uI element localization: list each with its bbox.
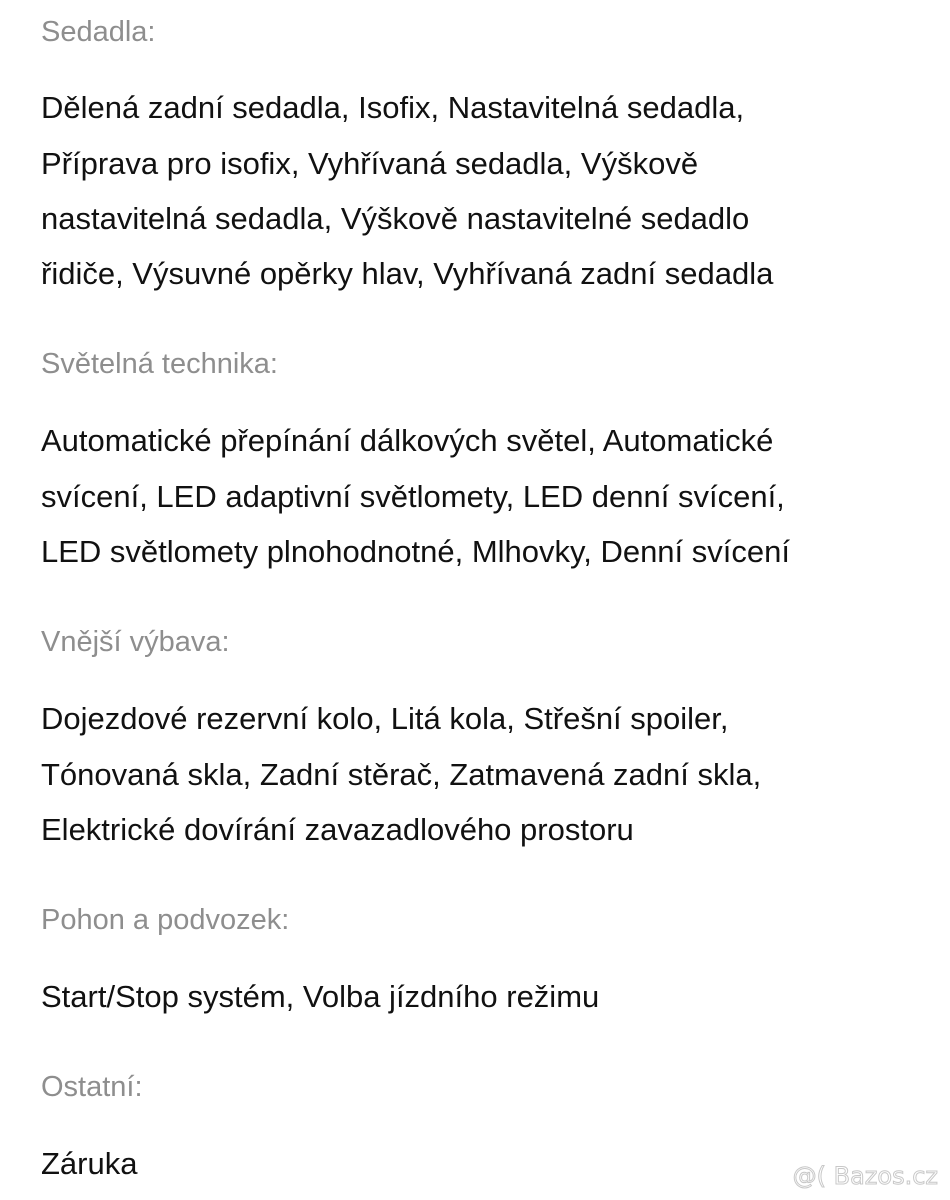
section-text-line: Start/Stop systém, Volba jízdního režimu (41, 979, 600, 1014)
section-text-line: řidiče, Výsuvné opěrky hlav, Vyhřívaná zadní sedadla (41, 256, 774, 291)
section-label-svetelna-technika: Světelná technika: (41, 348, 278, 380)
section-text-line: svícení, LED adaptivní světlomety, LED denní svícení, (41, 479, 785, 514)
section-label-vnejsi-vybava: Vnější výbava: (41, 626, 230, 658)
section-label-sedadla: Sedadla: (41, 16, 156, 48)
section-text-line: Elektrické dovírání zavazadlového prostoru (41, 812, 634, 847)
section-text-line: LED světlomety plnohodnotné, Mlhovky, Denní svícení (41, 534, 790, 569)
section-text-line: Záruka (41, 1146, 138, 1181)
section-text-line: Příprava pro isofix, Vyhřívaná sedadla, Výškově (41, 146, 699, 181)
section-label-ostatni: Ostatní: (41, 1071, 143, 1103)
section-text-line: Automatické přepínání dálkových světel, Automatické (41, 423, 774, 458)
section-text-line: Dojezdové rezervní kolo, Litá kola, Střešní spoiler, (41, 701, 729, 736)
section-text-line: Tónovaná skla, Zadní stěrač, Zatmavená zadní skla, (41, 757, 762, 792)
section-text-line: nastavitelná sedadla, Výškově nastavitelné sedadlo (41, 201, 750, 236)
bazos-watermark: @( Bazos.cz (792, 1162, 938, 1190)
section-label-pohon-a-podvozek: Pohon a podvozek: (41, 904, 290, 936)
section-text-line: Dělená zadní sedadla, Isofix, Nastavitelná sedadla, (41, 90, 745, 125)
